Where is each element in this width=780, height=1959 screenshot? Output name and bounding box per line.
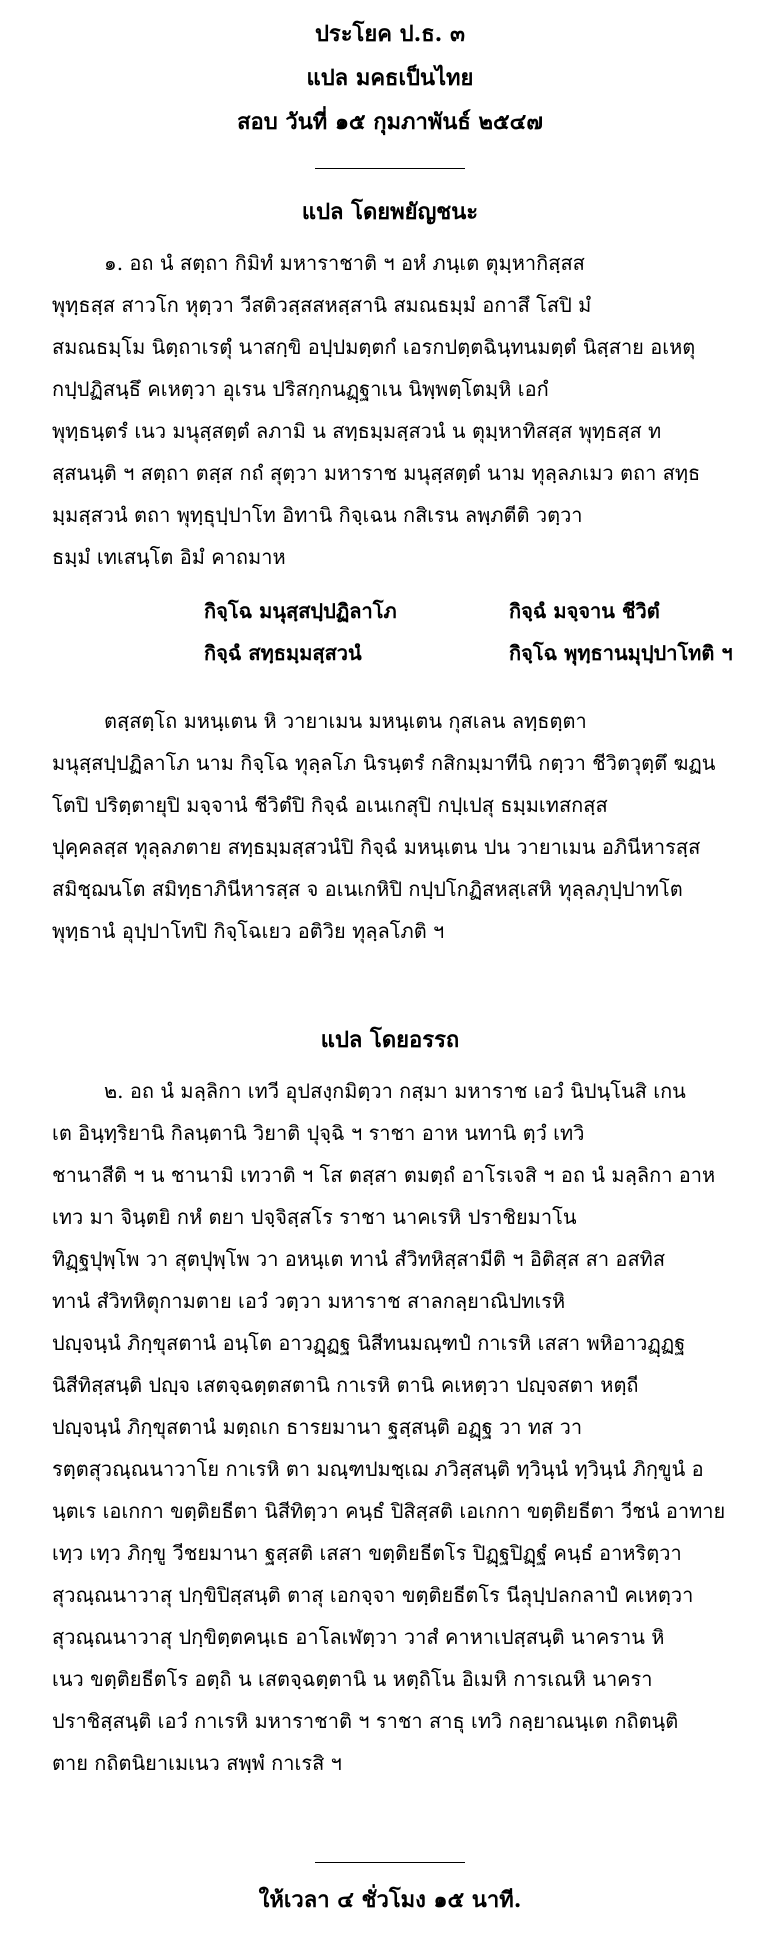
text-line: สฺสนนฺติ ฯ สตฺถา ตสฺส กถํ สุตฺวา มหาราช มนุสฺสตฺตํ นาม ทุลฺลภเมว ตถา สทฺธ bbox=[52, 461, 701, 485]
text-line: ๒. อถ นํ มลฺลิกา เทวี อุปสงฺกมิตฺวา กสฺมา มหาราช เอวํ นิปนฺโนสิ เกน bbox=[104, 1079, 686, 1103]
text-line: พุทฺธานํ อุปฺปาโทปิ กิจฺโฉเยว อติวิย ทุลฺลโภติ ฯ bbox=[52, 919, 445, 943]
verse-block bbox=[204, 590, 780, 674]
exam-level: ประโยค ป.ธ. ๓ bbox=[314, 21, 466, 47]
section2-title: แปล โดยอรรถ bbox=[320, 1027, 460, 1053]
verse-line: กิจฺฉํ มจฺจาน ชีวิตํ bbox=[509, 599, 660, 623]
text-line: นิสีทิสฺสนฺติ ปญฺจ เสตจฺฉตฺตสตานิ กาเรหิ ตานิ คเหตฺวา ปญฺจสตา หตฺถี bbox=[52, 1373, 639, 1397]
text-line: ๑. อถ นํ สตฺถา กิมิทํ มหาราชาติ ฯ อหํ ภนฺเต ตุมฺหากิสฺสส bbox=[104, 251, 585, 275]
text-line: ปญฺจนฺนํ ภิกฺขุสตานํ มตฺถเก ธารยมานา ฐสฺสนฺติ อฏฺฐ วา ทส วา bbox=[52, 1415, 583, 1439]
text-line: พุทฺธสฺส สาวโก หุตฺวา วีสติวสฺสสหสฺสานิ สมณธมฺมํ อกาสึ โสปิ มํ bbox=[52, 293, 592, 317]
text-line: นฺตเร เอเกกา ขตฺติยธีตา นิสีทิตฺวา คนฺธํ ปิสิสฺสติ เอเกกา ขตฺติยธีตา วีชนํ อาทาย bbox=[52, 1499, 726, 1523]
divider-bottom bbox=[315, 1862, 465, 1863]
text-line: พุทฺธนฺตรํ เนว มนุสฺสตฺตํ ลภามิ น สทฺธมฺมสฺสวนํ น ตุมฺหาทิสสฺส พุทฺธสฺส ท bbox=[52, 419, 662, 443]
text-line: ตาย กถิตนิยาเมเนว สพฺพํ กาเรสิ ฯ bbox=[52, 1751, 342, 1775]
verse-line: กิจฺโฉ พุทฺธานมุปฺปาโทติ ฯ bbox=[509, 641, 733, 665]
text-line: สุวณฺณนาวาสุ ปกฺขิตฺตคนฺเธ อาโลเฬตฺวา วาสํ คาหาเปสฺสนฺติ นาคราน หิ bbox=[52, 1625, 665, 1649]
exam-date: สอบ วันที่ ๑๕ กุมภาพันธ์ ๒๕๔๗ bbox=[237, 109, 543, 135]
text-line: สมิชฺฌนโต สมิทฺธาภินีหารสฺส จ อเนเกหิปิ กปฺปโกฏิสหสฺเสหิ ทุลฺลภุปฺปาทโต bbox=[52, 877, 683, 901]
text-line: เต อินฺทฺริยานิ กิลนฺตานิ วิยาติ ปุจฺฉิ ฯ ราชา อาห นทานิ ตฺวํ เทวิ bbox=[52, 1121, 585, 1145]
text-line: ปญฺจนฺนํ ภิกฺขุสตานํ อนฺโต อาวฏฺฏฐ นิสีทนมณฺฑปํ กาเรหิ เสสา พหิอาวฏฺฏฐ bbox=[52, 1331, 686, 1355]
text-line: สมณธมฺโม นิตฺถาเรตุํ นาสกฺขิ อปฺปมตฺตกํ เอรกปตฺตฉินฺทนมตฺตํ นิสฺสาย อเหตุ bbox=[52, 335, 696, 359]
section1-title: แปล โดยพยัญชนะ bbox=[301, 199, 479, 225]
verse-line: กิจฺโฉ มนุสฺสปฺปฏิลาโภ bbox=[204, 599, 397, 623]
section1-para1 bbox=[52, 242, 780, 578]
text-line: ทานํ สํวิทหิตุกามตาย เอวํ วตฺวา มหาราช สาลกลฺยาณิปทเรหิ bbox=[52, 1289, 566, 1313]
text-line: ธมฺมํ เทเสนฺโต อิมํ คาถมาห bbox=[52, 545, 286, 569]
time-allowed: ให้เวลา ๔ ชั่วโมง ๑๕ นาที. bbox=[258, 1887, 522, 1913]
section2-para bbox=[52, 1070, 780, 1784]
text-line: มฺมสฺสวนํ ตถา พุทฺธุปฺปาโท อิทานิ กิจฺเฉน กสิเรน ลพฺภตีติ วตฺวา bbox=[52, 503, 583, 527]
text-line: ปราชิสฺสนฺติ เอวํ กาเรหิ มหาราชาติ ฯ ราชา สาธุ เทวิ กลฺยาณนฺเต กถิตนฺติ bbox=[52, 1709, 679, 1733]
section1-para2 bbox=[52, 700, 780, 952]
text-line: ชานาสีติ ฯ น ชานามิ เทวาติ ฯ โส ตสฺสา ตมตฺถํ อาโรเจสิ ฯ อถ นํ มลฺลิกา อาห bbox=[52, 1163, 716, 1187]
text-line: รตฺตสุวณฺณนาวาโย กาเรหิ ตา มณฺฑปมชฺเฌ ภวิสฺสนฺติ ทฺวินฺนํ ทฺวินฺนํ ภิกฺขูนํ อ bbox=[52, 1457, 704, 1481]
text-line: กปฺปฏิสนฺธึ คเหตฺวา อุเรน ปริสกฺกนฏฺฐาเน นิพฺพตฺโตมฺหิ เอกํ bbox=[52, 377, 549, 401]
text-line: ปุคฺคลสฺส ทุลฺลภตาย สทฺธมฺมสฺสวนํปิ กิจฺฉํ มหนฺเตน ปน วายาเมน อภินีหารสฺส bbox=[52, 835, 701, 859]
exam-subject: แปล มคธเป็นไทย bbox=[306, 65, 474, 91]
text-line: เนว ขตฺติยธีตโร อตฺถิ น เสตจฺฉตฺตานิ น หตฺถิโน อิเมหิ การเณหิ นาครา bbox=[52, 1667, 653, 1691]
text-line: ทิฏฺฐปุพฺโพ วา สุตปุพฺโพ วา อหนฺเต ทานํ สํวิทหิสฺสามีติ ฯ อิติสฺส สา อสทิส bbox=[52, 1247, 666, 1271]
text-line: มนุสฺสปฺปฏิลาโภ นาม กิจฺโฉ ทุลฺลโภ นิรนฺตรํ กสิกมฺมาทีนิ กตฺวา ชีวิตวุตฺตึ ฆฏน bbox=[52, 751, 716, 775]
text-line: เทฺว เทฺว ภิกฺขู วีชยมานา ฐสฺสติ เสสา ขตฺติยธีตโร ปิฏฺฐปิฏฺฐํ คนฺธํ อาหริตฺวา bbox=[52, 1541, 682, 1565]
text-line: เทว มา จินฺตยิ กหํ ตยา ปจฺจิสฺสโร ราชา นาคเรหิ ปราชิยมาโน bbox=[52, 1205, 577, 1229]
verse-line: กิจฺฉํ สทฺธมฺมสฺสวนํ bbox=[204, 641, 362, 665]
text-line: โตปิ ปริตฺตายุปิ มจฺจานํ ชีวิตํปิ กิจฺฉํ อเนเกสุปิ กปฺเปสุ ธมฺมเทสกสฺส bbox=[52, 793, 608, 817]
text-line: ตสฺสตฺโถ มหนฺเตน หิ วายาเมน มหนฺเตน กุสเลน ลทฺธตฺตา bbox=[104, 709, 587, 733]
exam-header bbox=[0, 12, 780, 144]
divider-top bbox=[315, 168, 465, 169]
text-line: สุวณฺณนาวาสุ ปกฺขิปิสฺสนฺติ ตาสุ เอกจฺจา ขตฺติยธีตโร นีลุปฺปลกลาปํ คเหตฺวา bbox=[52, 1583, 694, 1607]
